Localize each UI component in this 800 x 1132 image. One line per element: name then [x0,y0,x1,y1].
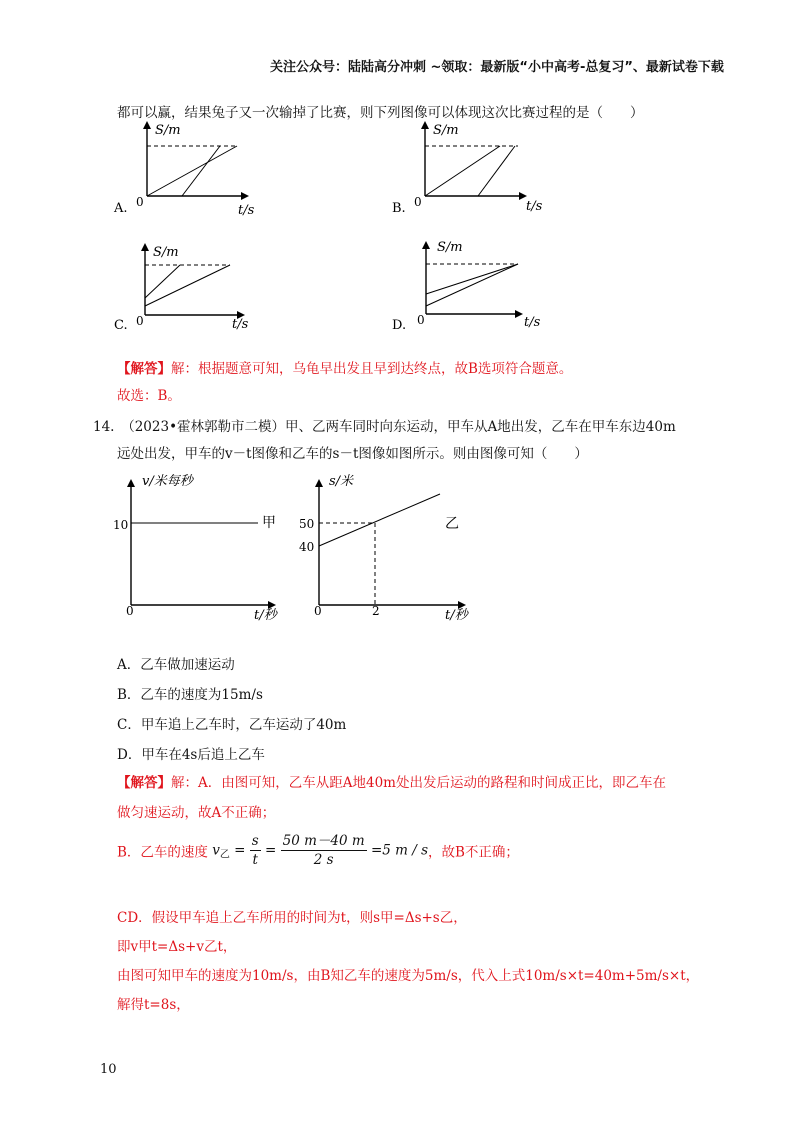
q13-answer [117,357,572,377]
q13-graph-c [112,240,272,340]
q14-vt-chart [110,465,295,625]
q14-cd-line2: 即v甲t=Δs+v乙t， [117,939,237,955]
q14-stem-line2: 远处出发，甲车的v－t图像和乙车的s－t图像如图所示。则由图像可知（ ） [117,446,588,462]
q14-formula-b [117,832,519,869]
q14-cd-line3: 由图可知甲车的速度为10m/s，由B知乙车的速度为5m/s，代入上式10m/s×t=40m+5m/s×t， [117,968,700,984]
graph-d-ylabel: S/m [437,240,463,255]
page-number: 10 [100,1062,117,1077]
graph-d-origin: 0 [417,313,425,327]
graph-c-xlabel: t/s [232,317,249,332]
graph-b-xlabel: t/s [526,199,543,214]
graph-a-xlabel: t/s [238,203,255,218]
option-c-label: C. [114,318,128,333]
frac-2-den: 2 s [313,852,334,868]
q14-st-chart [295,465,485,625]
st-origin: 0 [314,604,322,618]
graph-c-ylabel: S/m [153,245,179,260]
vt-ytick: 10 [113,518,129,532]
formula-v: v [212,842,220,859]
q14-option-b: B．乙车的速度为15m/s [117,687,263,703]
frac-1-den: t [252,852,258,868]
formula-frac-1 [250,832,261,869]
formula-prefix: B．乙车的速度 [117,844,208,861]
frac-2-num: 50 m－40 m [282,833,365,849]
formula-suffix: ，故B不正确； [428,844,519,861]
formula-result: =5 m / s [370,842,429,859]
vt-origin: 0 [126,604,134,618]
graph-b-origin: 0 [414,195,422,209]
page-header: 关注公众号：陆陆高分冲刺 ~领取：最新版“小中高考-总复习”、最新试卷下载 [270,60,724,75]
q14-answer-line2: 做匀速运动，故A不正确； [117,805,276,821]
answer-tag: 【解答】 [117,361,171,377]
st-ytick-50: 50 [299,517,315,531]
frac-1-num: s [251,833,259,849]
answer-text: 解：A．由图可知，乙车从距A地40m处出发后运动的路程和时间成正比，即乙车在 [171,775,666,791]
graph-b-ylabel: S/m [433,123,459,138]
formula-eq2: = [265,842,277,859]
q13-stem: 都可以赢，结果兔子又一次输掉了比赛，则下列图像可以体现这次比赛过程的是（ ） [117,105,644,121]
st-xtick-2: 2 [372,604,380,618]
q14-cd-line4: 解得t=8s， [117,997,190,1013]
formula-frac-2 [281,832,367,869]
q14-option-d: D．甲车在4s后追上乙车 [117,747,265,763]
q14-option-c: C．甲车追上乙车时，乙车运动了40m [117,717,347,733]
q13-choice: 故选：B。 [117,388,181,404]
st-ytick-40: 40 [299,540,315,554]
q14-answer-line1 [117,771,666,791]
st-xlabel: t/秒 [445,608,468,623]
graph-d-xlabel: t/s [524,315,541,330]
answer-tag: 【解答】 [117,775,171,791]
graph-c-origin: 0 [136,314,144,328]
graph-a-origin: 0 [136,195,144,209]
q13-graph-d [390,236,550,336]
q13-graph-a [112,118,272,218]
option-d-label: D. [392,318,407,333]
option-b-label: B. [392,201,406,216]
q14-stem-line1: 14. （2023•霍林郭勒市二模）甲、乙两车同时向东运动，甲车从A地出发，乙车在甲车东边40m [93,419,676,435]
option-a-label: A. [114,201,128,216]
vt-xlabel: t/秒 [254,608,277,623]
answer-text: 解：根据题意可知，乌龟早出发且早到达终点，故B选项符合题意。 [171,361,573,377]
q13-graph-b [390,118,550,218]
graph-a-ylabel: S/m [155,123,181,138]
q14-option-a: A．乙车做加速运动 [117,657,235,673]
formula-v-sub: 乙 [219,849,230,861]
st-series-label: 乙 [445,516,459,532]
vt-ylabel: v/米每秒 [142,474,193,489]
st-ylabel: s/米 [329,474,354,489]
q14-cd-line1: CD．假设甲车追上乙车所用的时间为t，则s甲=Δs+s乙， [117,910,467,926]
formula-eq1: = [234,842,246,859]
vt-series-label: 甲 [262,515,276,531]
